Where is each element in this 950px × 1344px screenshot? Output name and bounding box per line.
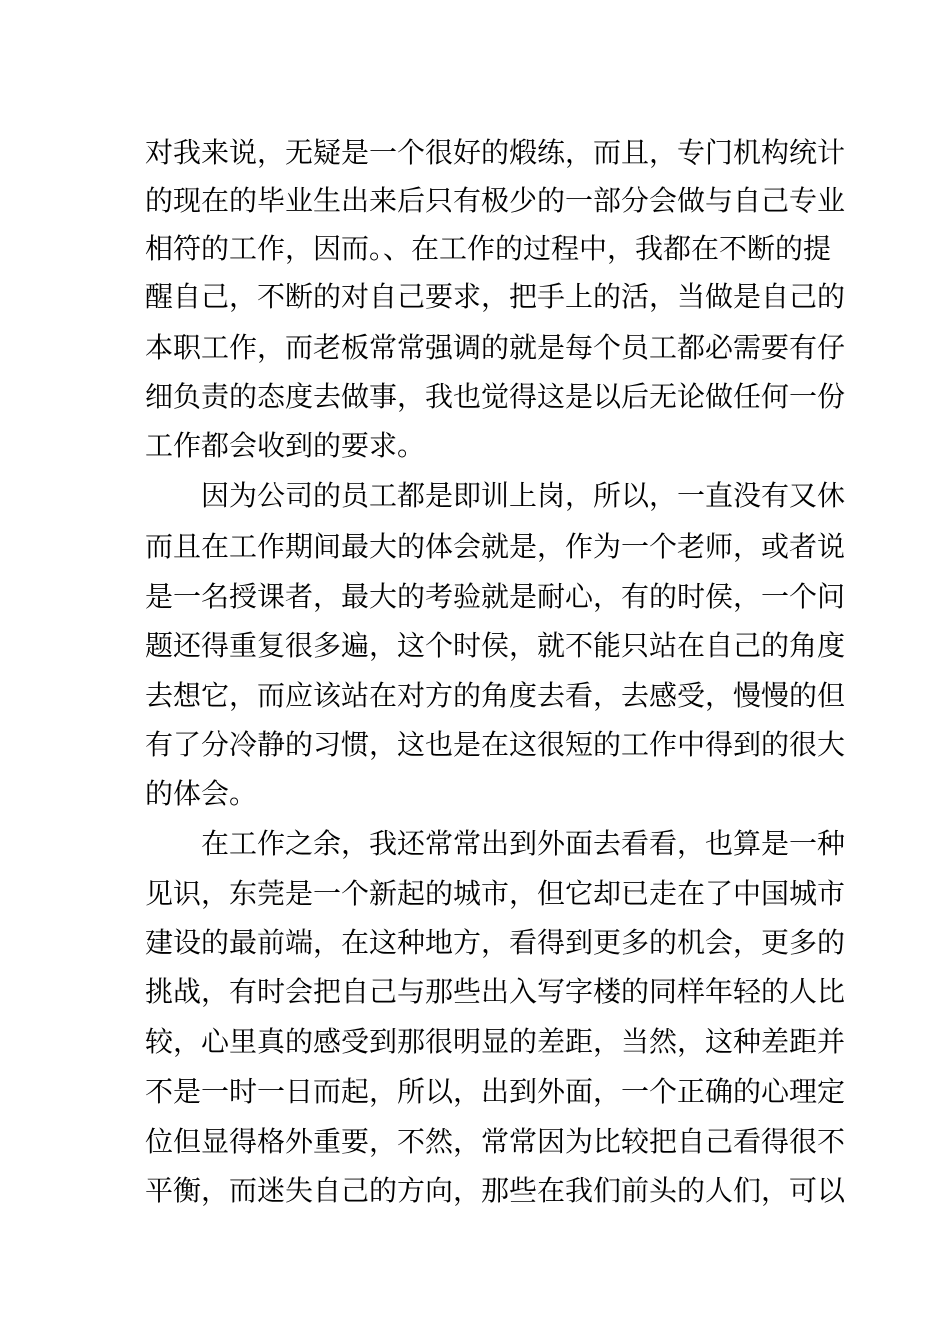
- text-line-19: 较，心里真的感受到那很明显的差距，当然，这种差距并: [145, 1025, 846, 1058]
- text-line-7: 工作都会收到的要求。: [145, 429, 426, 462]
- text-line-9: 而且在工作期间最大的体会就是，作为一个老师，或者说: [145, 530, 846, 563]
- text-line-13: 有了分冷静的习惯，这也是在这很短的工作中得到的很大: [145, 728, 846, 761]
- text-line-12: 去想它，而应该站在对方的角度去看，去感受，慢慢的但: [145, 679, 846, 712]
- text-line-21: 位但显得格外重要，不然，常常因为比较把自己看得很不: [145, 1125, 846, 1158]
- text-line-10: 是一名授课者，最大的考验就是耐心，有的时侯，一个问: [145, 580, 846, 613]
- text-line-22: 平衡，而迷失自己的方向，那些在我们前头的人们，可以: [145, 1174, 846, 1207]
- text-line-2: 的现在的毕业生出来后只有极少的一部分会做与自己专业: [145, 184, 846, 217]
- text-line-5: 本职工作，而老板常常强调的就是每个员工都必需要有仔: [145, 331, 846, 364]
- text-line-17: 建设的最前端，在这种地方，看得到更多的机会，更多的: [145, 926, 846, 959]
- text-line-11: 题还得重复很多遍，这个时侯，就不能只站在自己的角度: [145, 629, 846, 662]
- text-line-18: 挑战，有时会把自己与那些出入写字楼的同样年轻的人比: [145, 975, 846, 1008]
- text-line-4: 醒自己，不断的对自己要求，把手上的活，当做是自己的: [145, 280, 846, 313]
- paragraph-start-line-15: 在工作之余，我还常常出到外面去看看，也算是一种: [201, 827, 846, 860]
- text-line-20: 不是一时一日而起，所以，出到外面，一个正确的心理定: [145, 1075, 846, 1108]
- text-line-14: 的体会。: [145, 777, 258, 810]
- text-line-1: 对我来说，无疑是一个很好的煅练，而且，专门机构统计: [145, 136, 846, 169]
- text-line-3: 相符的工作，因而。、在工作的过程中，我都在不断的提: [145, 232, 832, 265]
- text-line-16: 见识，东莞是一个新起的城市，但它却已走在了中国城市: [145, 877, 846, 910]
- paragraph-start-line-8: 因为公司的员工都是即训上岗，所以，一直没有又休: [201, 479, 846, 512]
- text-line-6: 细负责的态度去做事，我也觉得这是以后无论做任何一份: [145, 380, 846, 413]
